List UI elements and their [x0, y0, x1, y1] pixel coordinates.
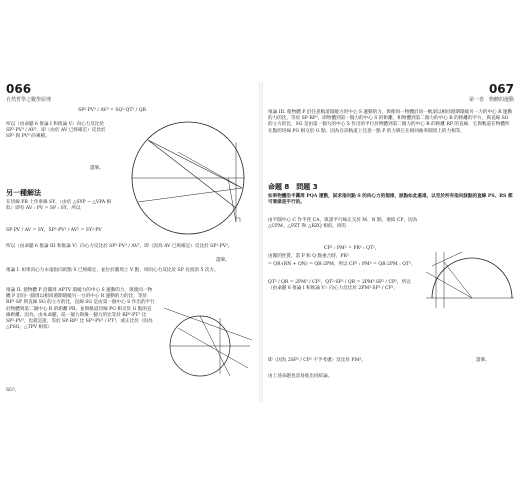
equation-r1: CP² : PM² = PR² : QT²，	[324, 246, 380, 251]
running-head-right: 第一卷 物體的運動	[468, 97, 514, 103]
corollary-1: 推論 I. 如果向心力永遠指向的點 S 已經確定，並位於圓周上 V 點，則向心力反比於 SP 長度的 5 次方。	[6, 268, 219, 273]
page-number-left: 066	[6, 82, 32, 96]
corollary-2: 推論 II. 使物體 P 沿圓周 APTV 環繞力的中心 S 運動的力，與使同一物體 P 沿同一圓周以相同週期環繞另一力的中心 R 運動的力的比，等於 RP²·SP 與直線 SG 的立方的比，直線 SG 是由第一個中心 S 作出的平行於物體到第二個中心 R 的距離 PR，並與軌道切線 PG 相交於 G 點的直線距離。因為，由本命題，前一個力與後一個力的比等於 RP²·PT³ 比 SP²·PV³，也就是說，等於 SP·RP² 比 SP³·PV³ / PT³，或正比於（因為 △PSG、△TPV 相似）	[6, 288, 155, 331]
book-spread	[2, 82, 518, 402]
circle-figure-2	[160, 298, 256, 384]
paragraph-3: 所以（由命題 6 推論 III 和推論 V）向心力反比於 SP²·PV³ / AV²，即（因為 AV 已經確定）反比於 SP²·PV³。	[6, 244, 233, 249]
paragraph-r2: 由圓的性質，當 P 和 Q 點重合時，PR²	[268, 254, 349, 259]
paragraph-1: 所以（由命題 6 推論 I 和推論 V）向心力反比於 SP²·PV³ / AV³，即（由於 AV 已經確定）反比於 SP² 與 PV³ 的乘積。	[6, 122, 106, 140]
qed-2: 證畢。	[216, 258, 230, 263]
last-line: SG³。	[6, 388, 20, 393]
qed-1: 證畢。	[90, 166, 104, 171]
paragraph-2: 在切線 PR 上作垂線 SY，（由於 △SYP ∽ △VPA 相似）即有 AV : PV = SP : SY，所以	[6, 200, 112, 212]
equation-top: SP²·PV³ / AV³ = SQ²·QT² / QR	[78, 108, 146, 113]
paragraph-r1: 由半圓中心 C 作半徑 CA，與諸平行線正交於 M、N 點，連結 CP，因為 △CPM、△PZT 和 △RZQ 相似，則有	[268, 218, 418, 230]
circle-figure-1	[118, 112, 256, 240]
running-head-left: 自然哲學之數學原理	[6, 97, 52, 103]
proposition-label: 命題 8 問題 3	[268, 183, 318, 191]
heading-alternative-solution: 另一種解法	[6, 189, 41, 197]
semicircle-figure	[422, 222, 516, 314]
book-gutter	[259, 82, 263, 402]
proposition-statement: 如果物體沿半圓周 PQA 運動，試求指向點 S 的向心力的規律，該點如此遙遠，以至於所有指向該點的直線 PS、RS 都可看做是平行的。	[268, 194, 513, 206]
corollary-3: 推論 III. 使物體 P 沿任意軌道環繞力的中心 S 運動的力，與使同一物體沿同一軌道以相同週期環繞另一力的中心 R 運動的力的比，等於 SP·RP²，即物體到第一個力的中心 S 的距離，和物體到第二個力的中心 R 的距離的平方，與直線 SG 的立方的比，SG 是由第一個力的中心 S 作出的平行於物體到第二個力的中心 R 的距離 RP 的直線，它與軌道在物體所在點的切線 PG 相交於 G 點。因為在該軌道上任意一點 P 的力與它在相同曲率圓周上的力相等。	[268, 110, 513, 134]
paragraph-r6: 由上述命題也容易推出同結論。	[268, 374, 333, 379]
equation-mid: SP·PV / AV = SY，SP²·PV³ / AV² = SY²·PV	[6, 228, 102, 233]
paragraph-r4: QT² / QR = 2PM³ / CP²，QT²·SP² / QR = 2PM³·SP² / CP²，所以（由命題 6 推論 I 和推論 V）向心力反比於 2PM³·SP² / CP²，	[268, 280, 411, 292]
right-page	[264, 82, 518, 402]
paragraph-r3: = QR·(RN + QN) = QR·2PM，所以 CP² : PM² = QR·2PM : QT²，	[268, 262, 416, 267]
page-number-right: 067	[488, 82, 514, 96]
left-page	[2, 82, 258, 402]
paragraph-r5: 即（因為 2SP² / CP² 不予考慮）反比於 PM³。	[268, 358, 366, 363]
qed-right: 證畢。	[476, 358, 490, 363]
